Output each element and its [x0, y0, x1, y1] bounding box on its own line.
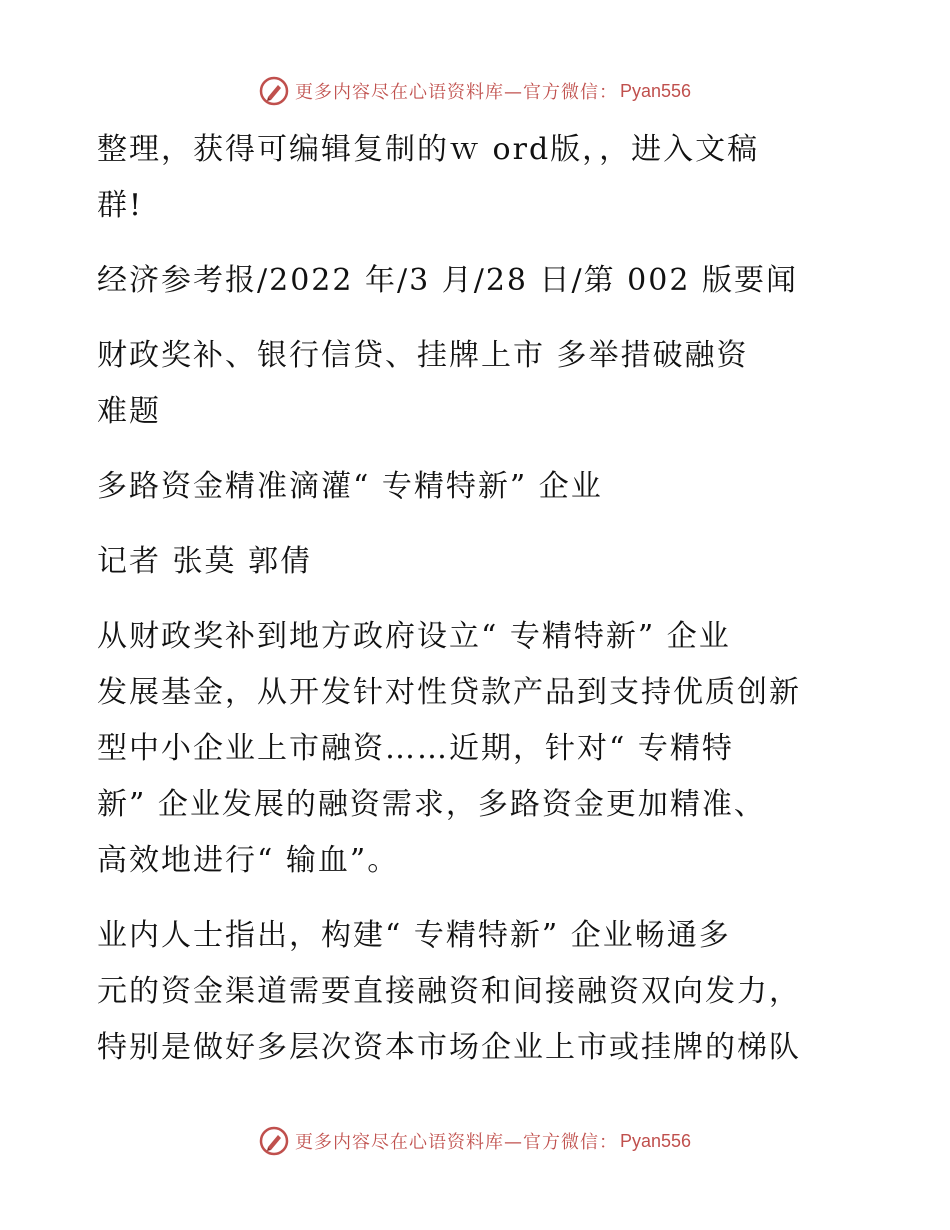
pen-logo-icon — [259, 1126, 289, 1156]
text-line: 新” 企业发展的融资需求，多路资金更加精准、 — [97, 787, 766, 822]
footer-watermark — [0, 1121, 950, 1161]
watermark-wechat-id: Pyan556 — [619, 1130, 692, 1151]
body-paragraph — [97, 609, 857, 889]
text-line: 难题 — [97, 394, 161, 429]
text-line: 记者 张莫 郭倩 — [97, 544, 313, 579]
text-line: 整理，获得可编辑复制的ｗ ord版，，进入文稿 — [97, 132, 760, 167]
watermark-wechat-id: Pyan556 — [619, 80, 692, 101]
paragraph-intro — [97, 122, 857, 234]
text-line: 元的资金渠道需要直接融资和间接融资双向发力， — [97, 974, 801, 1009]
text-line: 多路资金精准滴灌“ 专精特新” 企业 — [97, 469, 603, 504]
text-line: 型中小企业上市融资……近期，针对“ 专精特 — [97, 731, 734, 766]
byline — [97, 534, 857, 590]
source-line — [97, 253, 857, 309]
pen-logo-icon — [259, 76, 289, 106]
watermark-text: 更多内容尽在心语资料库—官方微信： — [294, 1132, 618, 1153]
document-body — [97, 122, 857, 1095]
body-paragraph — [97, 908, 857, 1076]
text-line: 业内人士指出，构建“ 专精特新” 企业畅通多 — [97, 918, 731, 953]
text-line: 财政奖补、银行信贷、挂牌上市 多举措破融资 — [97, 338, 749, 373]
text-line: 高效地进行“ 输血”。 — [97, 843, 400, 878]
text-line: 特别是做好多层次资本市场企业上市或挂牌的梯队 — [97, 1030, 801, 1065]
text-line: 从财政奖补到地方政府设立“ 专精特新” 企业 — [97, 619, 731, 654]
watermark-text: 更多内容尽在心语资料库—官方微信： — [294, 82, 618, 103]
text-line: 发展基金，从开发针对性贷款产品到支持优质创新 — [97, 675, 801, 710]
subheadline — [97, 459, 857, 515]
headline — [97, 328, 857, 440]
text-line: 群! — [97, 188, 144, 223]
text-line: 经济参考报/2022 年/3 月/28 日/第 002 版要闻 — [97, 263, 798, 298]
header-watermark — [0, 71, 950, 111]
